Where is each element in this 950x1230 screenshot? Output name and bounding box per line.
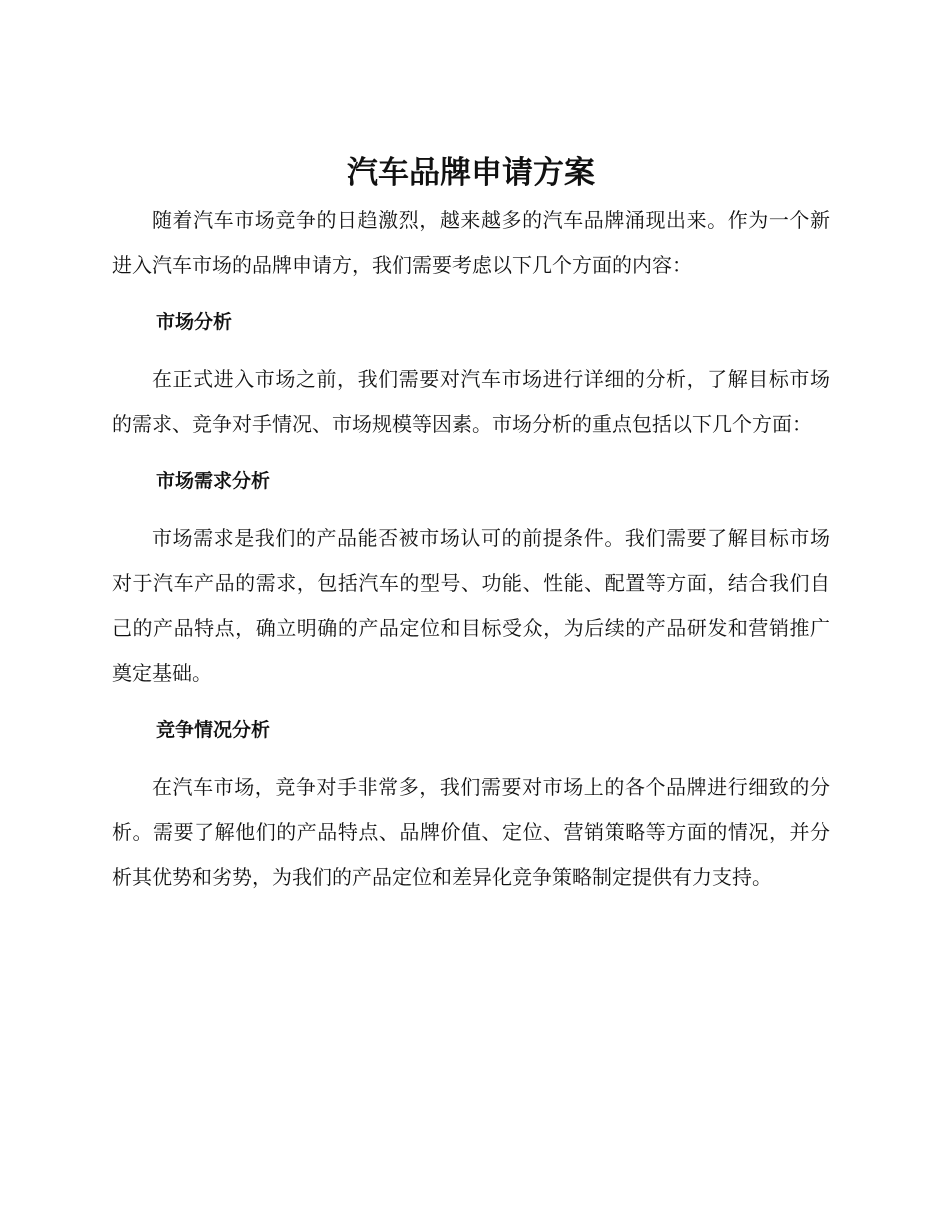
document-body xyxy=(112,150,830,900)
intro-paragraph: 随着汽车市场竞争的日趋激烈，越来越多的汽车品牌涌现出来。作为一个新进入汽车市场的品牌申请方，我们需要考虑以下几个方面的内容： xyxy=(112,208,830,277)
section-heading-demand-analysis: 市场需求分析 xyxy=(156,470,271,492)
section-heading-market-analysis: 市场分析 xyxy=(156,311,233,333)
document-title: 汽车品牌申请方案 xyxy=(347,155,595,191)
section-paragraph-competition-analysis: 在汽车市场，竞争对手非常多，我们需要对市场上的各个品牌进行细致的分析。需要了解他们的产品特点、品牌价值、定位、营销策略等方面的情况，并分析其优势和劣势，为我们的产品定位和差异化竞争策略制定提供有力支持。 xyxy=(112,775,830,889)
section-paragraph-market-analysis: 在正式进入市场之前，我们需要对汽车市场进行详细的分析，了解目标市场的需求、竞争对手情况、市场规模等因素。市场分析的重点包括以下几个方面： xyxy=(112,367,830,436)
section-paragraph-demand-analysis: 市场需求是我们的产品能否被市场认可的前提条件。我们需要了解目标市场对于汽车产品的需求，包括汽车的型号、功能、性能、配置等方面，结合我们自己的产品特点，确立明确的产品定位和目标受众，为后续的产品研发和营销推广奠定基础。 xyxy=(112,526,830,685)
section-heading-competition-analysis: 竞争情况分析 xyxy=(156,719,271,741)
